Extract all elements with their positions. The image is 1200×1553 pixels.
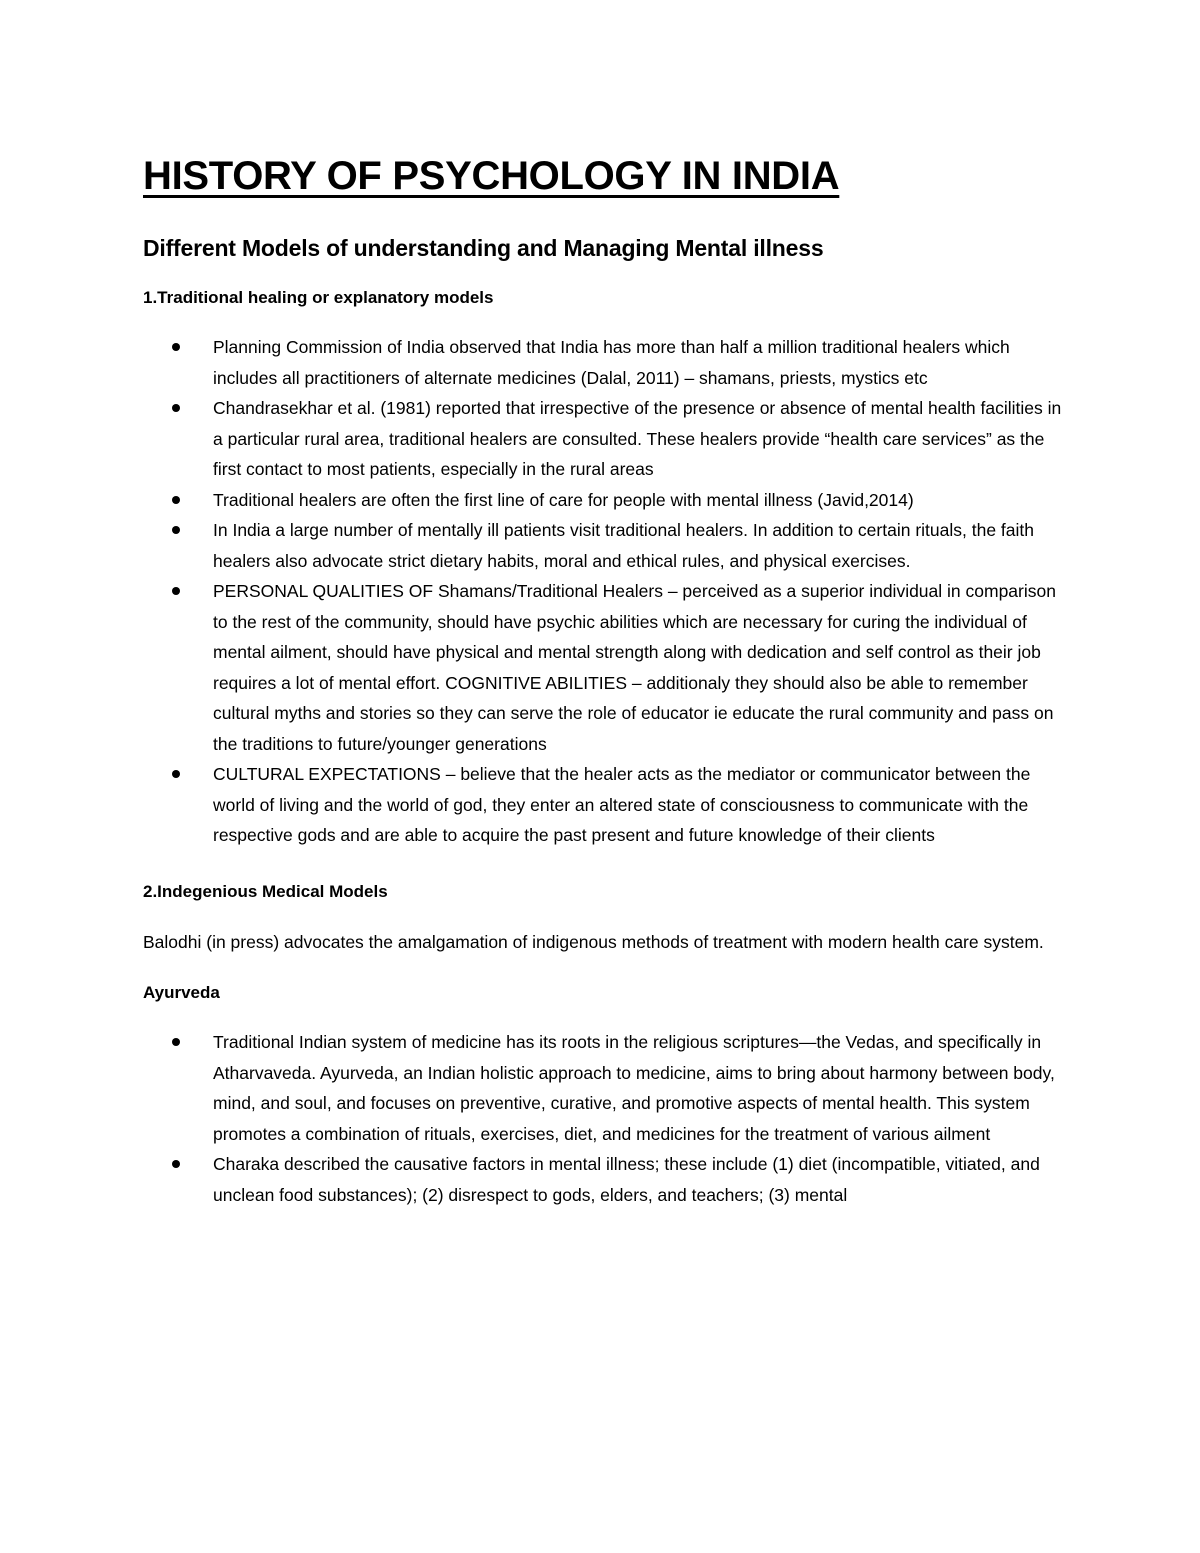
list-item: [143, 393, 1068, 485]
list-item-text: Planning Commission of India observed that India has more than half a million traditional healers which includes all practitioners of alternate medicines (Dalal, 2011) – shamans, priests, mystics etc: [213, 337, 1010, 388]
document-title: HISTORY OF PSYCHOLOGY IN INDIA: [143, 154, 840, 198]
list-item: [143, 1027, 1068, 1149]
bullet-icon: [172, 343, 180, 351]
indigenous-paragraph: Balodhi (in press) advocates the amalgamation of indigenous methods of treatment with modern health care system.: [143, 931, 1044, 952]
list-item-text: PERSONAL QUALITIES OF Shamans/Traditional Healers – perceived as a superior individual in comparison to the rest of the community, should have psychic abilities which are necessary for curing the individual of mental ailment, should have physical and mental strength along with dedication and self control as their job requires a lot of mental effort. COGNITIVE ABILITIES – additionaly they should also be able to remember cultural myths and stories so they can serve the role of educator ie educate the rural community and pass on the traditions to future/younger generations: [213, 581, 1056, 754]
list-item: [143, 1149, 1068, 1210]
list-item: [143, 576, 1068, 759]
list-item: [143, 759, 1068, 851]
bullet-icon: [172, 526, 180, 534]
bullet-icon: [172, 587, 180, 595]
list-item-text: CULTURAL EXPECTATIONS – believe that the healer acts as the mediator or communicator between the world of living and the world of god, they enter an altered state of consciousness to communicate with the respective gods and are able to acquire the past present and future knowledge of their clients: [213, 764, 1031, 845]
bullet-icon: [172, 1038, 180, 1046]
list-item: [143, 485, 1068, 516]
bullet-icon: [172, 1160, 180, 1168]
bullet-icon: [172, 496, 180, 504]
list-item-text: Traditional healers are often the first line of care for people with mental illness (Javid,2014): [213, 489, 914, 510]
list-item: [143, 332, 1068, 393]
ayurveda-list: [143, 1027, 1068, 1210]
section-heading-ayurveda: Ayurveda: [143, 983, 220, 1002]
bullet-icon: [172, 770, 180, 778]
list-item-text: Chandrasekhar et al. (1981) reported that irrespective of the presence or absence of mental health facilities in a particular rural area, traditional healers are consulted. These healers provide “health care services” as the first contact to most patients, especially in the rural areas: [213, 398, 1062, 479]
list-item-text: Charaka described the causative factors in mental illness; these include (1) diet (incompatible, vitiated, and unclean food substances); (2) disrespect to gods, elders, and teachers; (3) mental: [213, 1154, 1040, 1205]
bullet-icon: [172, 404, 180, 412]
list-item-text: In India a large number of mentally ill patients visit traditional healers. In addition to certain rituals, the faith healers also advocate strict dietary habits, moral and ethical rules, and physical exercises.: [213, 520, 1034, 571]
section-heading-indigenous-models: 2.Indegenious Medical Models: [143, 881, 388, 901]
section-heading-traditional-healing: 1.Traditional healing or explanatory models: [143, 288, 494, 307]
list-item-text: Traditional Indian system of medicine has its roots in the religious scriptures—the Vedas, and specifically in Atharvaveda. Ayurveda, an Indian holistic approach to medicine, aims to bring about harmony between body, mind, and soul, and focuses on preventive, curative, and promotive aspects of mental health. This system promotes a combination of rituals, exercises, diet, and medicines for the treatment of various ailment: [213, 1032, 1055, 1144]
document-body: [143, 148, 1068, 1210]
document-subtitle: Different Models of understanding and Managing Mental illness: [143, 235, 824, 261]
traditional-healing-list: [143, 332, 1068, 851]
list-item: [143, 515, 1068, 576]
